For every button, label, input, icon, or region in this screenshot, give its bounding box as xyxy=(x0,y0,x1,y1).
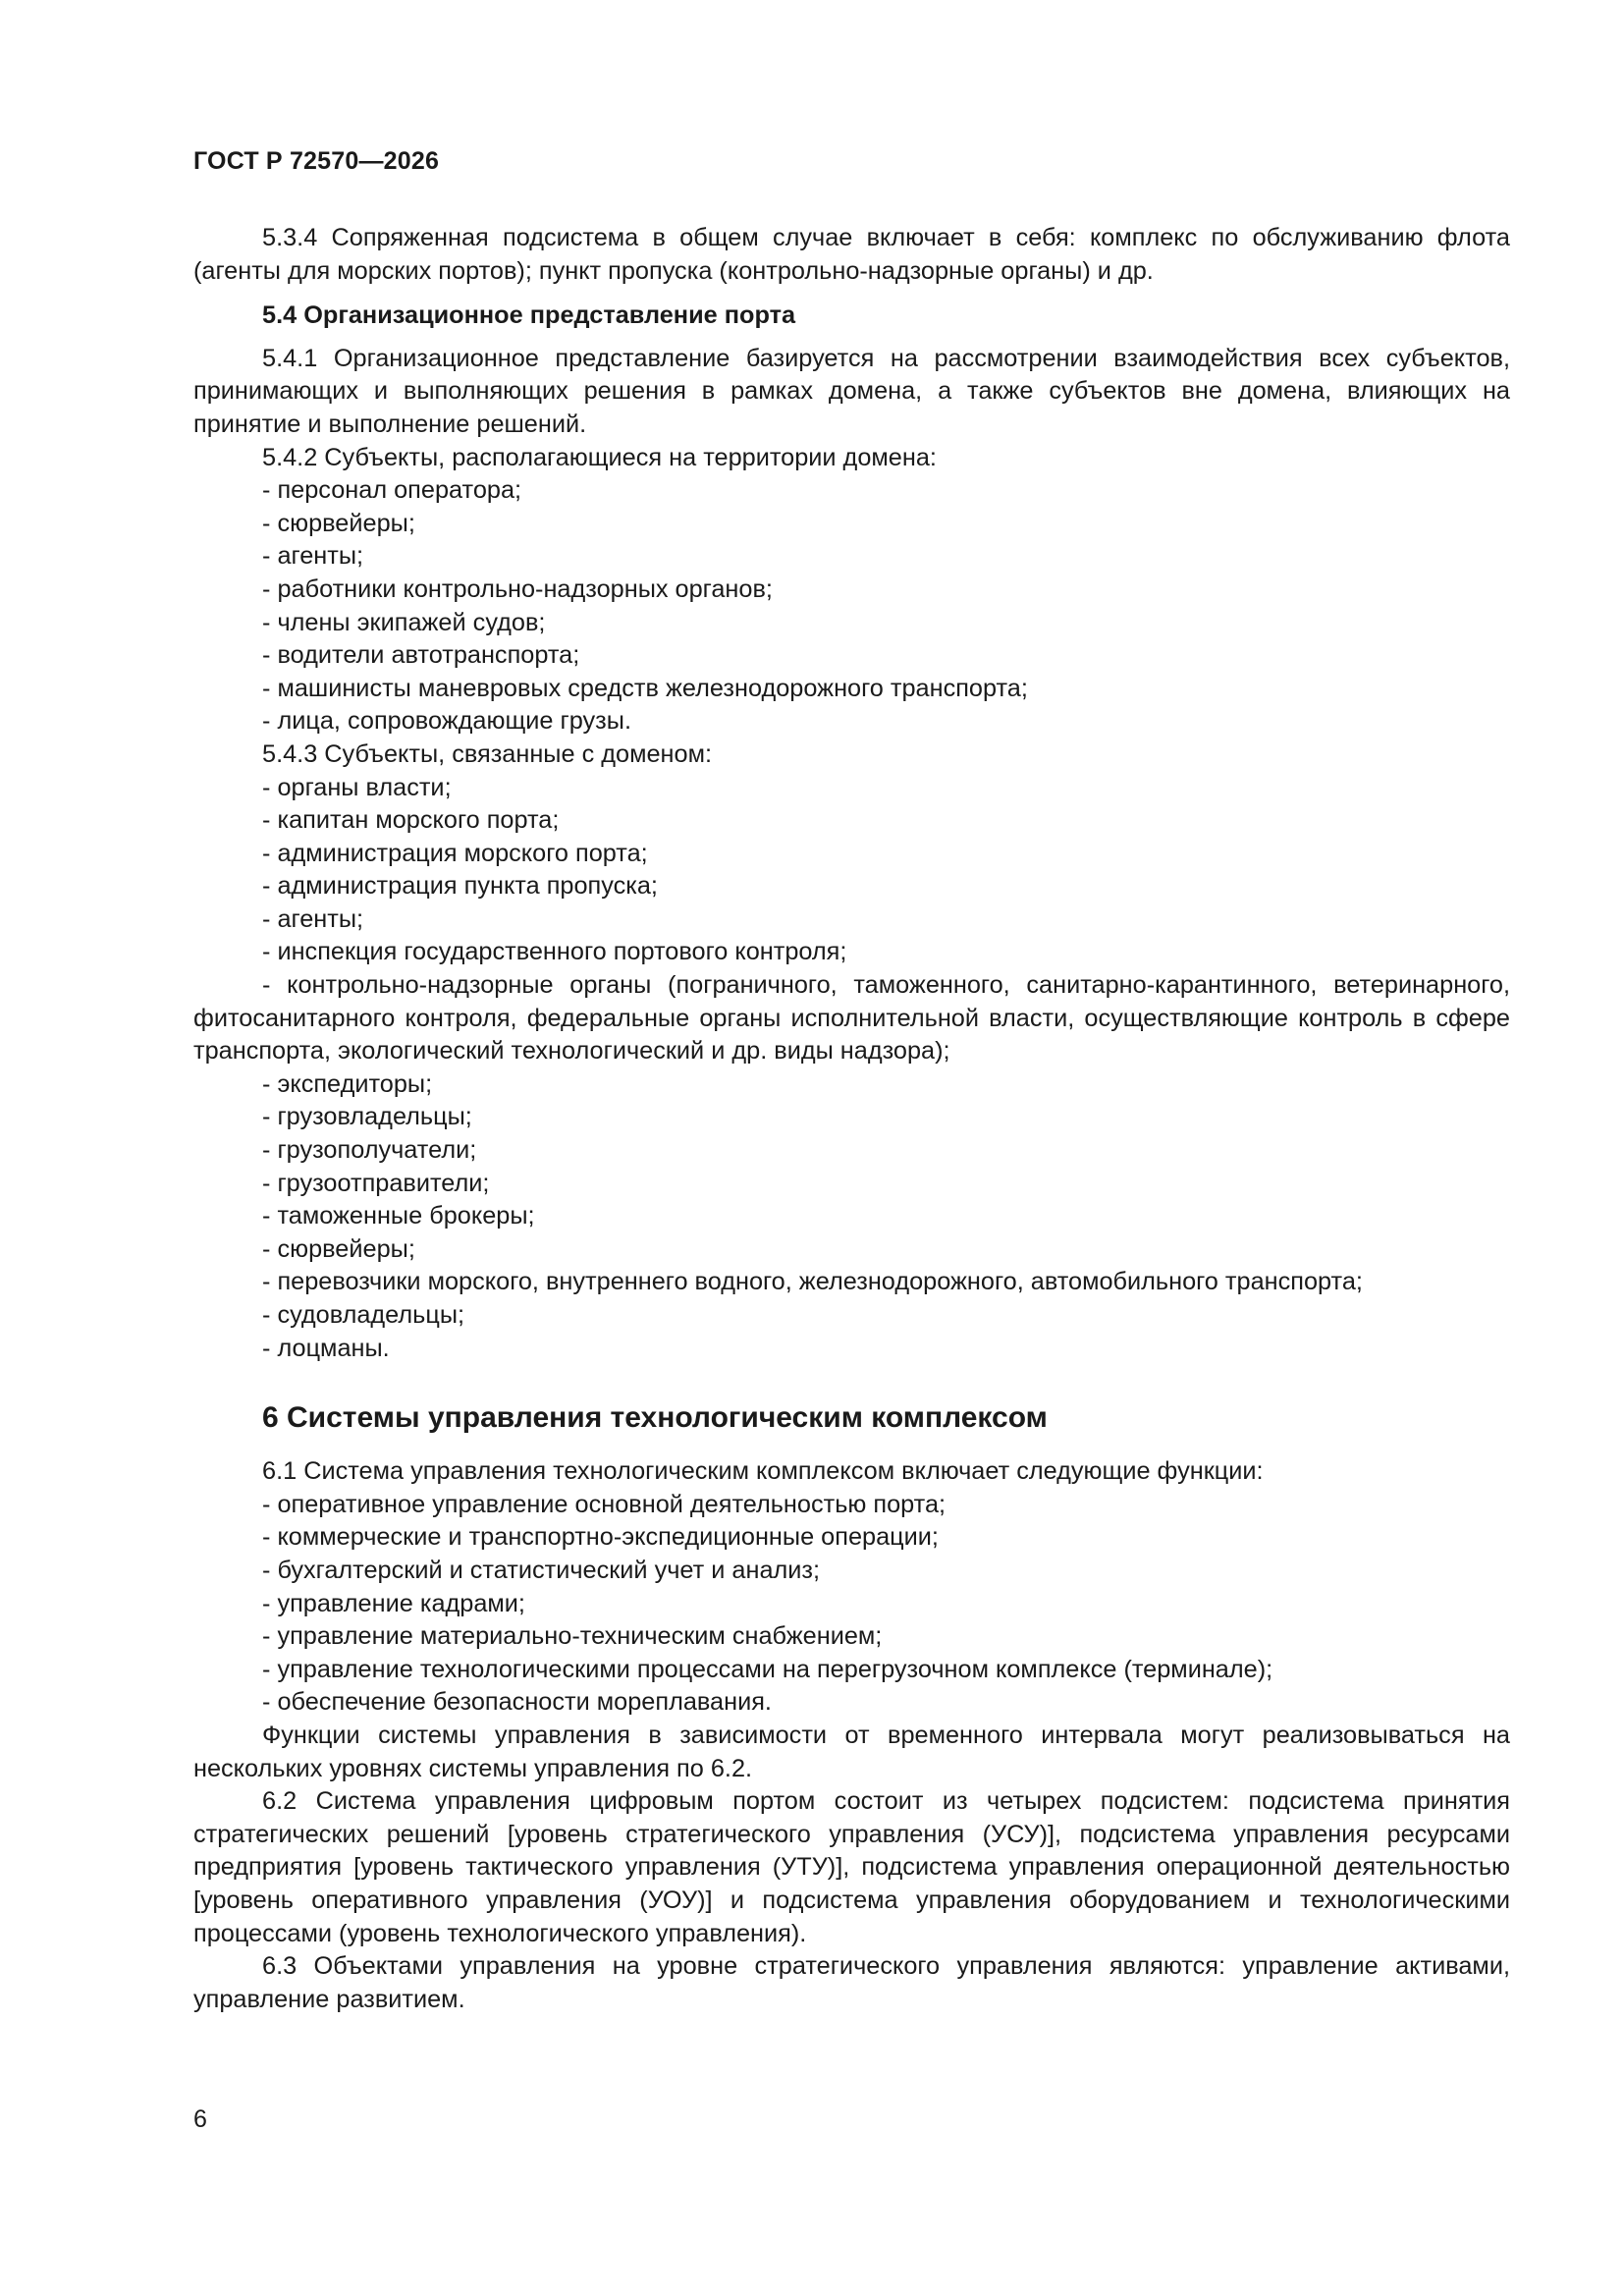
paragraph-6-2: 6.2 Система управления цифровым портом состоит из четырех подсистем: подсистема принятия стратегических решений [уровень стратегического управления (УСУ)], подсистема управления ресурсами предприятия [уровень тактического управления (УТУ)], подсистема управления операционной деятельностью [уровень оперативного управления (УОУ)] и подсистема управления оборудованием и технологическими процессами (уровень технологического управления). xyxy=(193,1787,1510,1947)
list-item: - работники контрольно-надзорных органов; xyxy=(262,574,773,603)
list-item: - администрация морского порта; xyxy=(262,839,648,867)
list-item: - управление материально-техническим снабжением; xyxy=(262,1622,883,1651)
list-item: - персонал оператора; xyxy=(262,476,522,505)
list-item: - органы власти; xyxy=(262,773,452,801)
paragraph-6-1-tail: Функции системы управления в зависимости от временного интервала могут реализовываться на нескольких уровнях системы управления по 6.2. xyxy=(193,1721,1510,1782)
list-item: - коммерческие и транспортно-экспедиционные операции; xyxy=(262,1523,939,1552)
page-number: 6 xyxy=(193,2105,207,2133)
paragraph-6-1: 6.1 Система управления технологическим комплексом включает следующие функции: xyxy=(262,1457,1264,1486)
list-item: - бухгалтерский и статистический учет и анализ; xyxy=(262,1556,821,1584)
list-item: - грузовладельцы; xyxy=(262,1103,472,1131)
list-item: - члены экипажей судов; xyxy=(262,608,546,636)
list-item: - обеспечение безопасности мореплавания. xyxy=(262,1688,772,1717)
paragraph-5-3-4: 5.3.4 Сопряженная подсистема в общем случае включает в себя: комплекс по обслуживанию флота (агенты для морских портов); пункт пропуска (контрольно-надзорные органы) и др. xyxy=(193,224,1510,285)
paragraph-5-4-3: 5.4.3 Субъекты, связанные с доменом: xyxy=(262,739,713,768)
section-heading-5-4: 5.4 Организационное представление порта xyxy=(262,301,796,330)
list-item: - сюрвейеры; xyxy=(262,1234,415,1263)
list-item: - судовладельцы; xyxy=(262,1301,465,1329)
document-header: ГОСТ Р 72570—2026 xyxy=(193,147,440,175)
list-item: - таможенные брокеры; xyxy=(262,1202,535,1230)
list-item: - агенты; xyxy=(262,542,364,571)
list-item: - инспекция государственного портового контроля; xyxy=(262,938,847,966)
section-heading-6: 6 Системы управления технологическим комплексом xyxy=(262,1401,1048,1435)
list-item-long: - контрольно-надзорные органы (пограничного, таможенного, санитарно-карантинного, ветеринарного, фитосанитарного контроля, федеральные органы исполнительной власти, осуществляющие контроль в сфере транспорта, экологический технологический и др. виды надзора); xyxy=(193,971,1510,1066)
list-item: - сюрвейеры; xyxy=(262,509,415,537)
list-item: - администрация пункта пропуска; xyxy=(262,872,658,901)
list-item: - машинисты маневровых средств железнодорожного транспорта; xyxy=(262,674,1028,702)
list-item: - агенты; xyxy=(262,904,364,933)
list-item: - оперативное управление основной деятельностью порта; xyxy=(262,1490,947,1518)
list-item: - лоцманы. xyxy=(262,1334,390,1362)
document-body xyxy=(193,222,1510,2016)
list-item: - капитан морского порта; xyxy=(262,806,560,835)
list-item: - экспедиторы; xyxy=(262,1069,433,1098)
list-item: - лица, сопровождающие грузы. xyxy=(262,707,631,736)
list-item: - перевозчики морского, внутреннего водного, железнодорожного, автомобильного транспорта; xyxy=(262,1268,1363,1296)
list-6-1 xyxy=(193,1489,1510,1720)
paragraph-5-4-2: 5.4.2 Субъекты, располагающиеся на территории домена: xyxy=(262,443,937,471)
list-item: - грузоотправители; xyxy=(262,1169,490,1197)
paragraph-5-4-1: 5.4.1 Организационное представление базируется на рассмотрении взаимодействия всех субъектов, принимающих и выполняющих решения в рамках домена, а также субъектов вне домена, влияющих на принятие и выполнение решений. xyxy=(193,344,1510,438)
list-item: - водители автотранспорта; xyxy=(262,641,580,670)
list-item: - грузополучатели; xyxy=(262,1136,477,1165)
list-item: - управление технологическими процессами на перегрузочном комплексе (терминале); xyxy=(262,1655,1273,1683)
list-item: - управление кадрами; xyxy=(262,1589,525,1617)
list-5-4-3 xyxy=(193,772,1510,1366)
paragraph-6-3: 6.3 Объектами управления на уровне стратегического управления являются: управление активами, управление развитием. xyxy=(193,1952,1510,2013)
list-5-4-2 xyxy=(193,474,1510,738)
